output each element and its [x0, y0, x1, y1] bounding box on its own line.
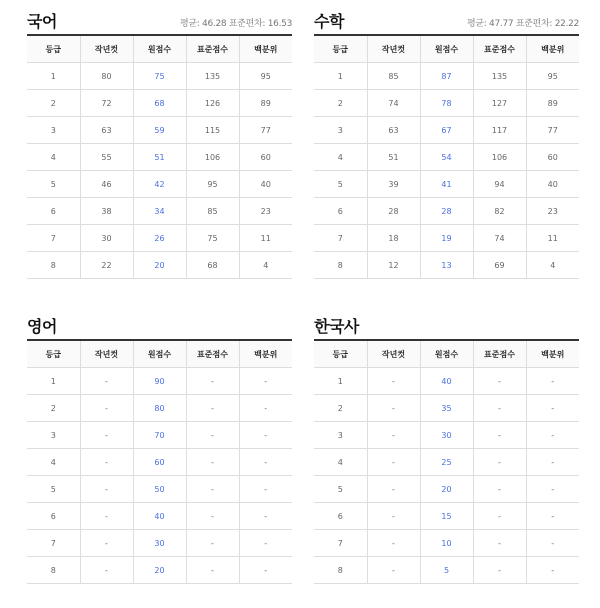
standard-score-cell: -	[473, 449, 526, 476]
raw-score-cell: 20	[133, 557, 186, 584]
grade-cell: 6	[314, 503, 367, 530]
table-row	[314, 530, 579, 557]
raw-score-cell: 59	[133, 117, 186, 144]
percentile-cell: 95	[239, 63, 292, 90]
raw-score-cell: 54	[420, 144, 473, 171]
percentile-cell: -	[239, 449, 292, 476]
standard-score-cell: 94	[473, 171, 526, 198]
table-row	[27, 144, 292, 171]
table-row	[27, 368, 292, 395]
table-row	[27, 171, 292, 198]
percentile-header: 백분위	[239, 340, 292, 368]
percentile-cell: 4	[239, 252, 292, 279]
raw-score-cell: 75	[133, 63, 186, 90]
grade-cell: 2	[27, 395, 80, 422]
raw-score-cell: 30	[420, 422, 473, 449]
last-year-cut-cell: 46	[80, 171, 133, 198]
grade-cell: 2	[314, 395, 367, 422]
standard-score-cell: -	[186, 476, 239, 503]
grade-cell: 4	[314, 144, 367, 171]
percentile-cell: 60	[239, 144, 292, 171]
percentile-cell: -	[239, 530, 292, 557]
last-year-cut-cell: -	[80, 503, 133, 530]
table-row	[314, 368, 579, 395]
table-row	[314, 476, 579, 503]
table-row	[314, 449, 579, 476]
percentile-cell: -	[526, 476, 579, 503]
panel-title: 한국사	[314, 317, 359, 336]
percentile-cell: -	[526, 503, 579, 530]
percentile-cell: 11	[239, 225, 292, 252]
table-header-row	[314, 340, 579, 368]
raw-score-cell: 68	[133, 90, 186, 117]
grade-cell: 3	[314, 117, 367, 144]
raw-score-header: 원점수	[133, 35, 186, 63]
raw-score-cell: 42	[133, 171, 186, 198]
last-year-cut-cell: -	[80, 368, 133, 395]
standard-score-cell: 82	[473, 198, 526, 225]
last-year-cut-header: 작년컷	[367, 35, 420, 63]
percentile-cell: -	[526, 557, 579, 584]
grade-cell: 7	[27, 225, 80, 252]
raw-score-cell: 90	[133, 368, 186, 395]
standard-score-cell: -	[473, 422, 526, 449]
grade-cell: 7	[27, 530, 80, 557]
table-row	[27, 503, 292, 530]
grade-cell: 8	[27, 557, 80, 584]
grade-cut-table	[27, 339, 292, 584]
panel-title: 국어	[27, 12, 57, 31]
grade-cell: 1	[27, 63, 80, 90]
last-year-cut-cell: -	[80, 395, 133, 422]
grade-cell: 3	[314, 422, 367, 449]
math-panel	[314, 8, 579, 279]
raw-score-cell: 51	[133, 144, 186, 171]
standard-score-cell: -	[473, 395, 526, 422]
raw-score-cell: 13	[420, 252, 473, 279]
standard-score-cell: -	[473, 530, 526, 557]
grade-header: 등급	[27, 35, 80, 63]
raw-score-cell: 26	[133, 225, 186, 252]
last-year-cut-cell: -	[367, 449, 420, 476]
grade-cell: 2	[27, 90, 80, 117]
percentile-cell: -	[526, 449, 579, 476]
grade-cell: 5	[27, 171, 80, 198]
table-header-row	[27, 340, 292, 368]
grade-cell: 2	[314, 90, 367, 117]
table-row	[27, 117, 292, 144]
raw-score-cell: 87	[420, 63, 473, 90]
last-year-cut-cell: 28	[367, 198, 420, 225]
raw-score-cell: 25	[420, 449, 473, 476]
panel-header	[314, 8, 579, 34]
standard-score-cell: -	[186, 530, 239, 557]
table-row	[314, 395, 579, 422]
standard-score-cell: 117	[473, 117, 526, 144]
standard-score-cell: 127	[473, 90, 526, 117]
percentile-cell: -	[239, 422, 292, 449]
raw-score-header: 원점수	[133, 340, 186, 368]
grade-cell: 5	[27, 476, 80, 503]
grade-cell: 4	[27, 144, 80, 171]
last-year-cut-cell: 80	[80, 63, 133, 90]
last-year-cut-cell: 85	[367, 63, 420, 90]
percentile-cell: 95	[526, 63, 579, 90]
table-row	[27, 422, 292, 449]
percentile-cell: 77	[239, 117, 292, 144]
last-year-cut-cell: -	[367, 422, 420, 449]
table-row	[27, 252, 292, 279]
standard-score-cell: 68	[186, 252, 239, 279]
table-row	[314, 225, 579, 252]
score-statistics: 평균: 46.28 표준편차: 16.53	[179, 19, 292, 29]
percentile-cell: 23	[239, 198, 292, 225]
standard-score-cell: -	[473, 368, 526, 395]
raw-score-cell: 28	[420, 198, 473, 225]
raw-score-cell: 50	[133, 476, 186, 503]
percentile-cell: -	[239, 476, 292, 503]
raw-score-header: 원점수	[420, 340, 473, 368]
last-year-cut-cell: -	[367, 395, 420, 422]
last-year-cut-cell: 38	[80, 198, 133, 225]
grade-cell: 7	[314, 530, 367, 557]
percentile-cell: 60	[526, 144, 579, 171]
last-year-cut-cell: 12	[367, 252, 420, 279]
score-statistics: 평균: 47.77 표준편차: 22.22	[466, 19, 579, 29]
percentile-cell: 77	[526, 117, 579, 144]
table-row	[314, 198, 579, 225]
grade-cell: 4	[314, 449, 367, 476]
table-row	[27, 449, 292, 476]
grade-cell: 5	[314, 171, 367, 198]
last-year-cut-cell: 63	[367, 117, 420, 144]
last-year-cut-cell: -	[80, 530, 133, 557]
table-row	[27, 476, 292, 503]
grade-cell: 7	[314, 225, 367, 252]
raw-score-cell: 10	[420, 530, 473, 557]
standard-score-cell: 74	[473, 225, 526, 252]
last-year-cut-cell: 18	[367, 225, 420, 252]
table-row	[27, 530, 292, 557]
last-year-cut-cell: -	[367, 476, 420, 503]
percentile-cell: -	[526, 422, 579, 449]
raw-score-cell: 30	[133, 530, 186, 557]
raw-score-cell: 15	[420, 503, 473, 530]
last-year-cut-cell: 51	[367, 144, 420, 171]
standard-score-cell: -	[473, 503, 526, 530]
table-row	[314, 171, 579, 198]
table-row	[314, 422, 579, 449]
table-row	[314, 63, 579, 90]
standard-score-cell: 106	[473, 144, 526, 171]
last-year-cut-header: 작년컷	[80, 35, 133, 63]
table-row	[314, 503, 579, 530]
raw-score-cell: 67	[420, 117, 473, 144]
percentile-cell: -	[239, 395, 292, 422]
raw-score-cell: 80	[133, 395, 186, 422]
percentile-header: 백분위	[239, 35, 292, 63]
last-year-cut-cell: -	[367, 368, 420, 395]
standard-score-cell: -	[473, 476, 526, 503]
table-row	[27, 198, 292, 225]
table-row	[27, 225, 292, 252]
raw-score-cell: 60	[133, 449, 186, 476]
grade-cut-table	[27, 34, 292, 279]
percentile-cell: -	[239, 368, 292, 395]
last-year-cut-cell: -	[80, 449, 133, 476]
table-row	[314, 90, 579, 117]
last-year-cut-cell: -	[80, 476, 133, 503]
grade-cell: 6	[27, 198, 80, 225]
last-year-cut-cell: 39	[367, 171, 420, 198]
percentile-cell: 11	[526, 225, 579, 252]
percentile-cell: -	[526, 395, 579, 422]
table-row	[314, 252, 579, 279]
standard-score-cell: -	[186, 395, 239, 422]
percentile-cell: 40	[239, 171, 292, 198]
table-row	[314, 557, 579, 584]
grade-cell: 1	[27, 368, 80, 395]
standard-score-header: 표준점수	[186, 35, 239, 63]
last-year-cut-cell: 30	[80, 225, 133, 252]
last-year-cut-header: 작년컷	[80, 340, 133, 368]
percentile-cell: 40	[526, 171, 579, 198]
standard-score-cell: 115	[186, 117, 239, 144]
raw-score-cell: 41	[420, 171, 473, 198]
grade-cell: 1	[314, 368, 367, 395]
panel-title: 영어	[27, 317, 57, 336]
percentile-cell: -	[239, 557, 292, 584]
standard-score-cell: 135	[473, 63, 526, 90]
raw-score-cell: 34	[133, 198, 186, 225]
raw-score-cell: 40	[133, 503, 186, 530]
standard-score-cell: 95	[186, 171, 239, 198]
last-year-cut-cell: 74	[367, 90, 420, 117]
raw-score-cell: 20	[133, 252, 186, 279]
percentile-cell: 89	[526, 90, 579, 117]
grade-cell: 8	[27, 252, 80, 279]
standard-score-cell: 85	[186, 198, 239, 225]
table-row	[27, 395, 292, 422]
table-row	[27, 90, 292, 117]
percentile-cell: -	[526, 530, 579, 557]
standard-score-cell: 69	[473, 252, 526, 279]
last-year-cut-cell: -	[367, 503, 420, 530]
standard-score-header: 표준점수	[473, 340, 526, 368]
grade-cell: 6	[314, 198, 367, 225]
last-year-cut-cell: 72	[80, 90, 133, 117]
standard-score-cell: -	[186, 422, 239, 449]
percentile-header: 백분위	[526, 35, 579, 63]
percentile-cell: -	[526, 368, 579, 395]
korean-history-panel	[314, 313, 579, 584]
table-row	[314, 117, 579, 144]
standard-score-header: 표준점수	[186, 340, 239, 368]
percentile-header: 백분위	[526, 340, 579, 368]
raw-score-cell: 40	[420, 368, 473, 395]
standard-score-cell: -	[186, 449, 239, 476]
percentile-cell: -	[239, 503, 292, 530]
last-year-cut-cell: -	[367, 557, 420, 584]
raw-score-cell: 5	[420, 557, 473, 584]
grade-cell: 3	[27, 422, 80, 449]
percentile-cell: 89	[239, 90, 292, 117]
panel-title: 수학	[314, 12, 344, 31]
standard-score-cell: -	[186, 368, 239, 395]
grade-cell: 4	[27, 449, 80, 476]
grade-cell: 6	[27, 503, 80, 530]
table-header-row	[314, 35, 579, 63]
table-row	[27, 557, 292, 584]
standard-score-cell: -	[473, 557, 526, 584]
english-panel	[27, 313, 292, 584]
last-year-cut-cell: 63	[80, 117, 133, 144]
raw-score-cell: 70	[133, 422, 186, 449]
table-header-row	[27, 35, 292, 63]
grade-cell: 8	[314, 557, 367, 584]
table-row	[27, 63, 292, 90]
grade-cut-table	[314, 339, 579, 584]
korean-panel	[27, 8, 292, 279]
grade-cell: 5	[314, 476, 367, 503]
raw-score-cell: 20	[420, 476, 473, 503]
grade-cell: 8	[314, 252, 367, 279]
last-year-cut-header: 작년컷	[367, 340, 420, 368]
percentile-cell: 4	[526, 252, 579, 279]
standard-score-header: 표준점수	[473, 35, 526, 63]
grade-cell: 1	[314, 63, 367, 90]
standard-score-cell: 126	[186, 90, 239, 117]
last-year-cut-cell: -	[80, 557, 133, 584]
grade-header: 등급	[27, 340, 80, 368]
raw-score-cell: 78	[420, 90, 473, 117]
panel-header	[27, 8, 292, 34]
last-year-cut-cell: -	[367, 530, 420, 557]
grade-header: 등급	[314, 35, 367, 63]
grade-header: 등급	[314, 340, 367, 368]
standard-score-cell: 75	[186, 225, 239, 252]
table-row	[314, 144, 579, 171]
last-year-cut-cell: 55	[80, 144, 133, 171]
percentile-cell: 23	[526, 198, 579, 225]
raw-score-header: 원점수	[420, 35, 473, 63]
grade-cut-table	[314, 34, 579, 279]
panel-header	[314, 313, 579, 339]
last-year-cut-cell: 22	[80, 252, 133, 279]
standard-score-cell: -	[186, 503, 239, 530]
standard-score-cell: -	[186, 557, 239, 584]
raw-score-cell: 35	[420, 395, 473, 422]
raw-score-cell: 19	[420, 225, 473, 252]
standard-score-cell: 135	[186, 63, 239, 90]
panel-header	[27, 313, 292, 339]
last-year-cut-cell: -	[80, 422, 133, 449]
standard-score-cell: 106	[186, 144, 239, 171]
grade-cell: 3	[27, 117, 80, 144]
